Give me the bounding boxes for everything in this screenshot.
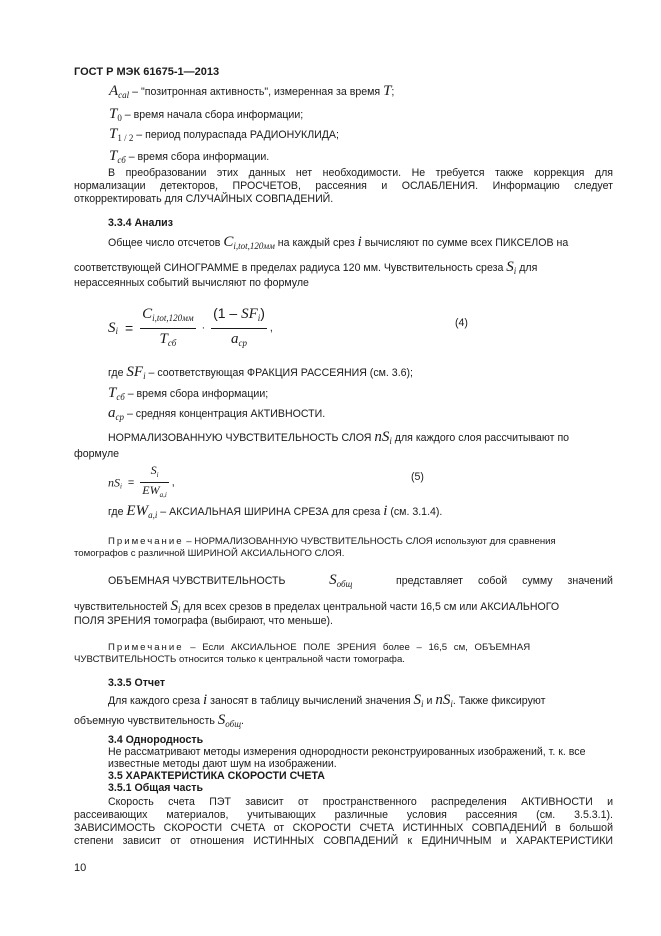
page-number: 10	[74, 862, 87, 874]
equation-number-5: (5)	[411, 471, 424, 483]
analysis-line3: нерассеянных событий вычисляют по формуле	[74, 277, 309, 289]
volume-sensitivity-line3: ПОЛЯ ЗРЕНИЯ томографа (выбирают, что меньше).	[74, 615, 333, 627]
section-heading-3-5-1: 3.5.1 Общая часть	[108, 782, 204, 794]
note-2-line1: Примечание – Если АКСИАЛЬНОЕ ПОЛЕ ЗРЕНИЯ более – 16,5 см, ОБЪЕМНАЯ	[108, 642, 531, 653]
definition-t-half: $T_{1 / 2}$ – период полураспада РАДИОНУКЛИДА;	[109, 126, 339, 144]
count-rate-line1: Скорость счета ПЭТ зависит от пространственного распределения АКТИВНОСТИ и	[108, 796, 613, 808]
definition-a-cal: $A_{cal}$ – "позитронная активность", измеренная за время T;	[109, 83, 395, 101]
volume-sensitivity-line1: ОБЪЕМНАЯ ЧУВСТВИТЕЛЬНОСТЬ $S_{общ}$ представляет собой сумму значений	[108, 572, 613, 590]
report-line1: Для каждого среза i заносят в таблицу вычислений значения $S_i$ и $nS_i$. Также фиксируют	[108, 692, 546, 710]
count-rate-line2: рассеивающих материалов, учитывающих различные условия рассеяния (см. 3.5.3.1).	[74, 809, 613, 821]
section-heading-3-3-5: 3.3.5 Отчет	[108, 677, 166, 689]
normalized-sensitivity-line2: формуле	[74, 448, 120, 460]
uniformity-line2: известные методы дают шум на изображении.	[108, 758, 337, 770]
count-rate-line3: ЗАВИСИМОСТЬ СКОРОСТИ СЧЕТА от СКОРОСТИ СЧЕТА ИСТИННЫХ СОВПАДЕНИЙ в большой	[74, 822, 613, 834]
uniformity-line1: Не рассматривают методы измерения однородности реконструированных изображений, т. к. все	[108, 746, 586, 758]
section-heading-3-3-4: 3.3.4 Анализ	[108, 217, 173, 229]
equation-number-4: (4)	[455, 317, 468, 329]
note-2-line2: ЧУВСТВИТЕЛЬНОСТЬ относится только к центральной части томографа.	[74, 654, 405, 665]
section-heading-3-5: 3.5 ХАРАКТЕРИСТИКА СКОРОСТИ СЧЕТА	[108, 770, 325, 782]
formula-4: $S_i$ = $\frac{C_{i,tot,120мм}}{T_{сб}}$ · $\frac{(1 - SF_i)}{a_{ср}}$ ,	[108, 305, 273, 349]
paragraph-correction-line3: откорректировать для СЛУЧАЙНЫХ СОВПАДЕНИЙ.	[74, 193, 334, 205]
definition-t-sb-2: $T_{сб}$ – время сбора информации;	[108, 385, 269, 403]
document-header: ГОСТ Р МЭК 61675-1—2013	[74, 66, 220, 78]
definition-ew: где $EW_{a,i}$ – АКСИАЛЬНАЯ ШИРИНА СРЕЗА для среза i (см. 3.1.4).	[108, 503, 443, 521]
paragraph-correction-line2: нормализации детекторов, ПРОСЧЕТОВ, рассеяния и ОСЛАБЛЕНИЯ. Информацию следует	[74, 180, 613, 192]
formula-5: $nS_i$ = $\frac{S_i}{EW_{a,i}}$ ,	[108, 463, 175, 500]
normalized-sensitivity-line1: НОРМАЛИЗОВАННУЮ ЧУВСТВИТЕЛЬНОСТЬ СЛОЯ $nS_i$ для каждого слоя рассчитывают по	[108, 429, 570, 447]
definition-a-sr: $a_{ср}$ – средняя концентрация АКТИВНОСТИ.	[108, 405, 326, 423]
analysis-line2: соответствующей СИНОГРАММЕ в пределах радиуса 120 мм. Чувствительность среза $S_i$ для	[74, 259, 538, 277]
analysis-line1: Общее число отсчетов $C_{i,tot,120мм}$ на каждый срез i вычисляют по сумме всех ПИКСЕЛОВ на	[108, 234, 569, 252]
definition-t-sb: $T_{сб}$ – время сбора информации.	[109, 148, 270, 166]
definition-sf: где $SF_i$ – соответствующая ФРАКЦИЯ РАССЕЯНИЯ (см. 3.6);	[108, 364, 413, 382]
paragraph-correction-line1: В преобразовании этих данных нет необходимости. Не требуется также коррекция для	[108, 167, 613, 179]
note-1-line1: Примечание – НОРМАЛИЗОВАННУЮ ЧУВСТВИТЕЛЬНОСТЬ СЛОЯ используют для сравнения	[108, 536, 556, 547]
section-heading-3-4: 3.4 Однородность	[108, 734, 204, 746]
report-line2: объемную чувствительность $S_{общ}$.	[74, 712, 244, 730]
definition-t0: $T_0$ – время начала сбора информации;	[109, 106, 304, 124]
volume-sensitivity-line2: чувствительностей $S_i$ для всех срезов в пределах центральной части 16,5 см или АКСИАЛЬНОГО	[74, 598, 560, 616]
note-1-line2: томографов с различной ШИРИНОЙ АКСИАЛЬНОГО СЛОЯ.	[74, 548, 345, 559]
count-rate-line4: степени зависит от отношения ИСТИННЫХ СОВПАДЕНИЙ к ЕДИНИЧНЫМ и ХАРАКТЕРИСТИКИ	[74, 835, 613, 847]
